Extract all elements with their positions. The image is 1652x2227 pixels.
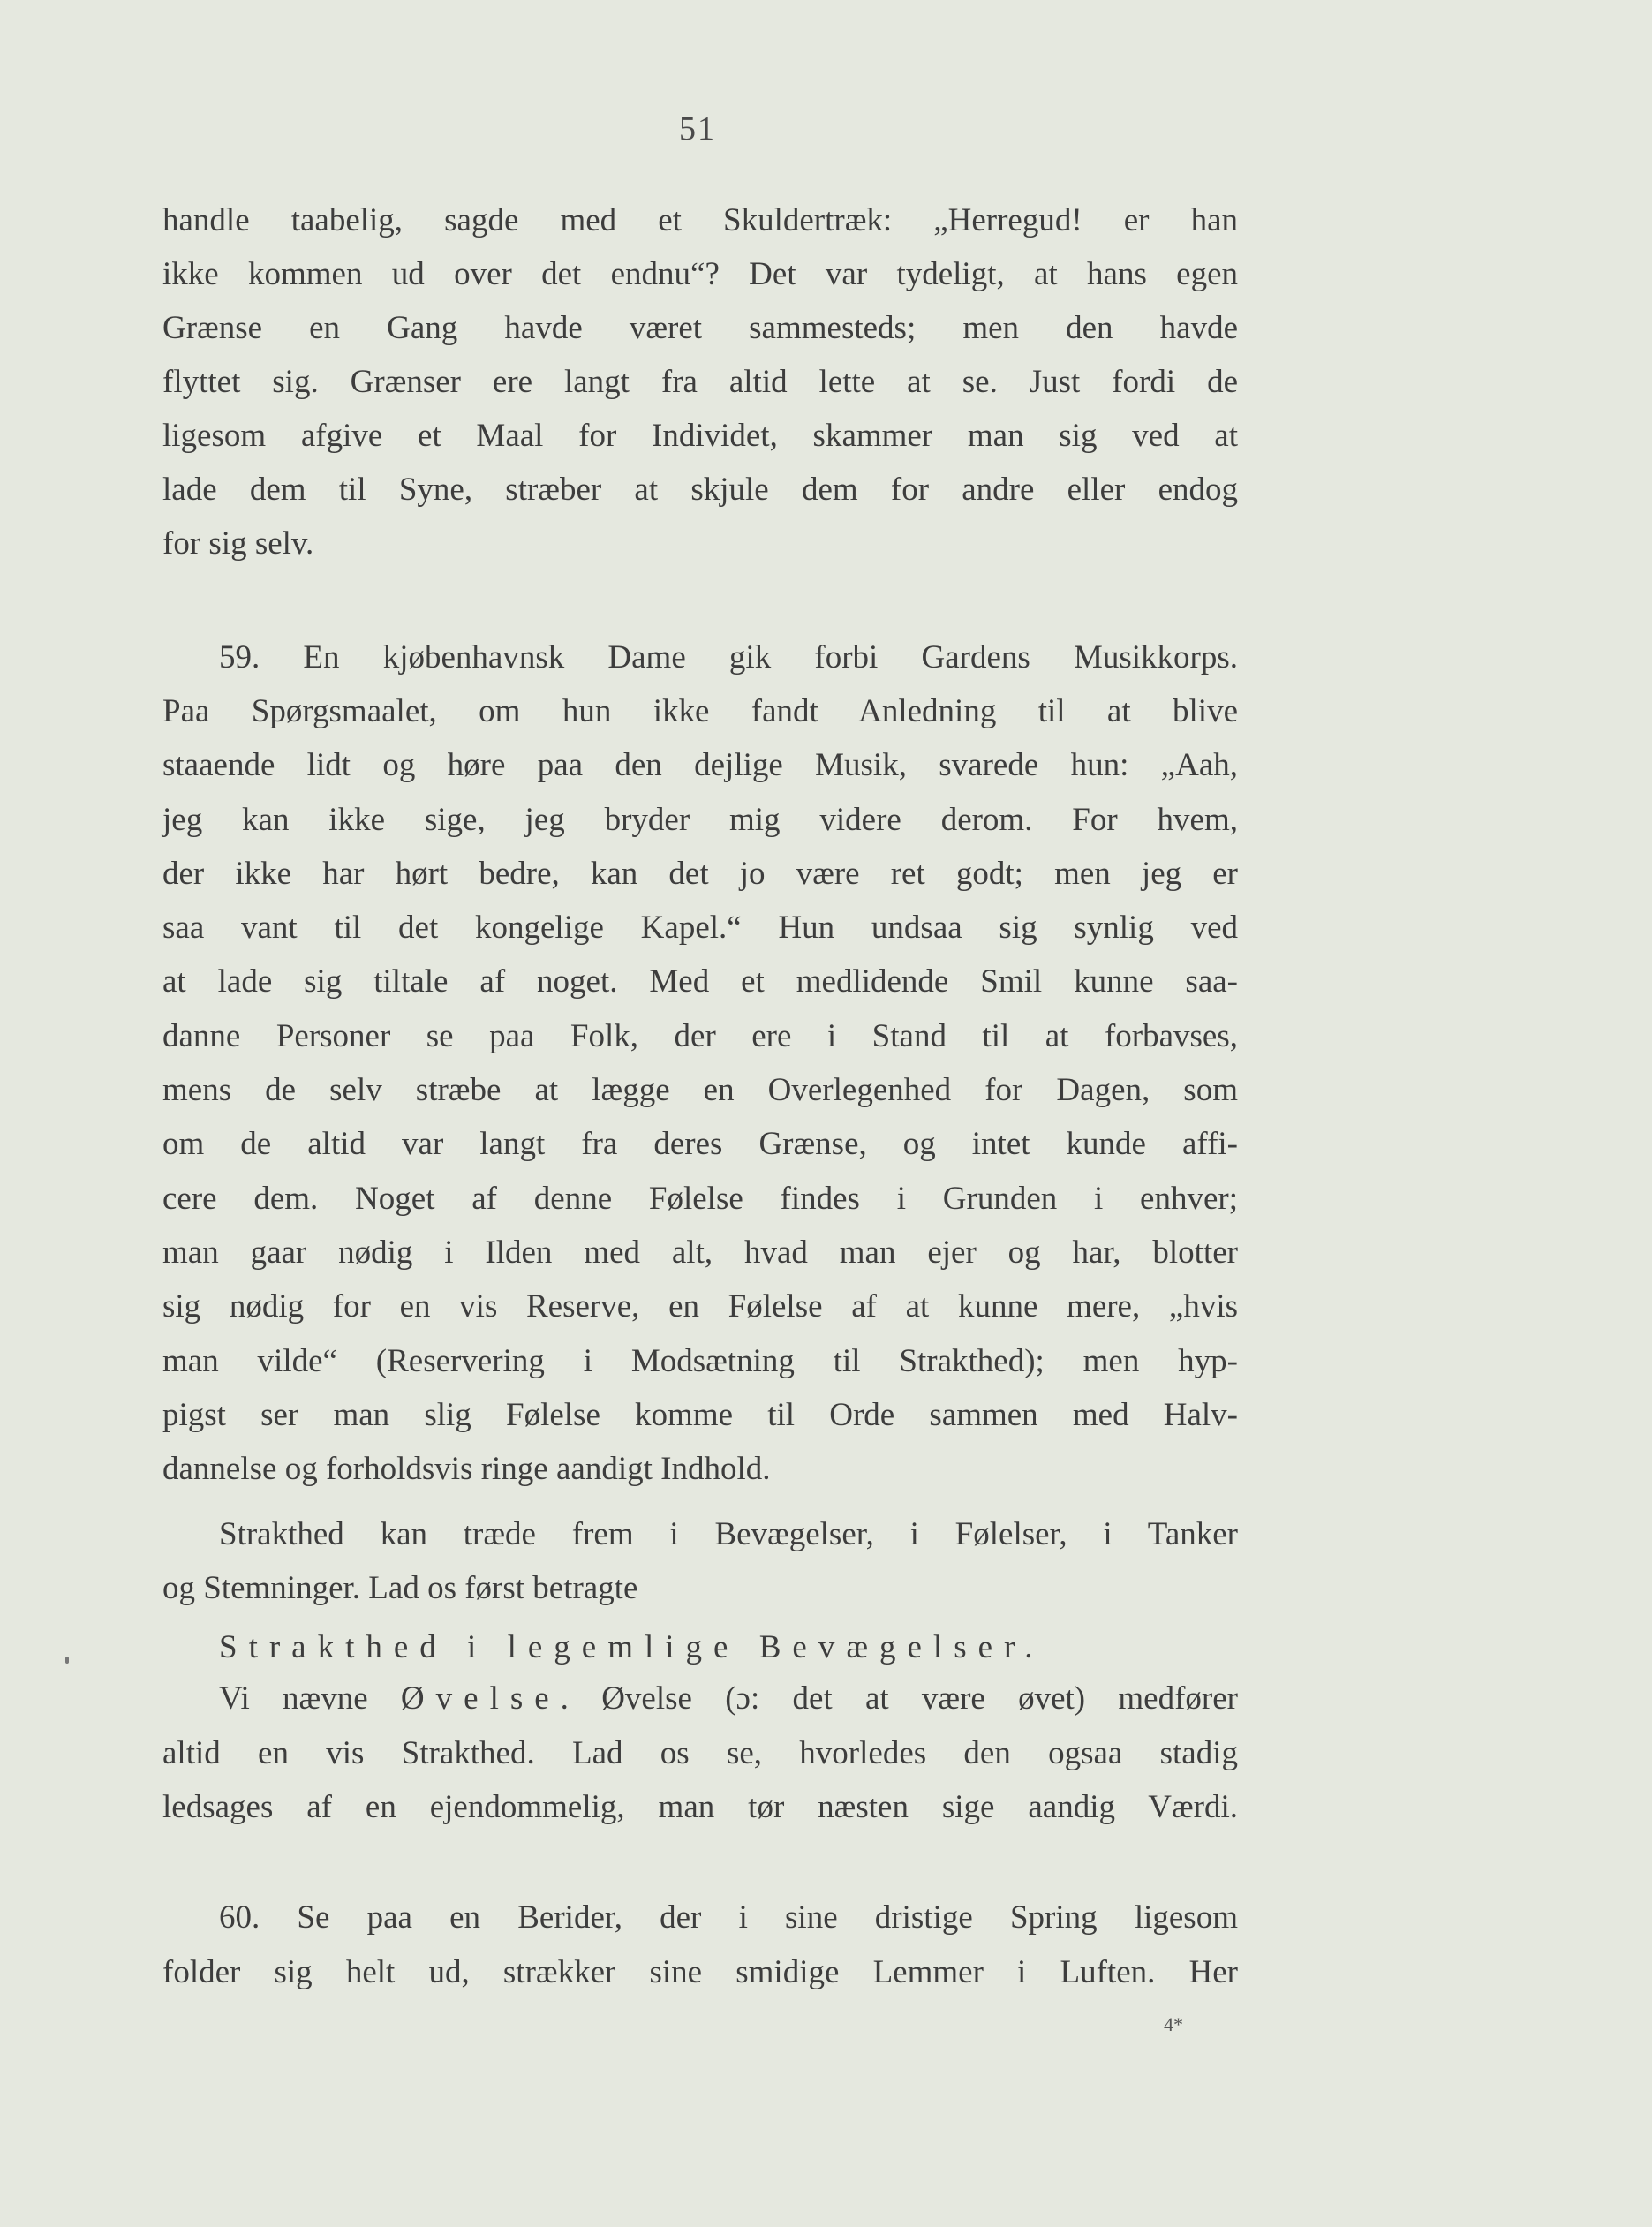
text-line: der ikke har hørt bedre, kan det jo være ret godt; men jeg er — [162, 856, 1238, 892]
text-line: lade dem til Syne, stræber at skjule dem for andre eller endog — [162, 472, 1238, 508]
text-line: sig nødig for en vis Reserve, en Følelse af at kunne mere, „hvis — [162, 1288, 1238, 1325]
text-line: man gaar nødig i Ilden med alt, hvad man ejer og har, blotter — [162, 1234, 1238, 1271]
paragraph-59-start: 59. En kjøbenhavnsk Dame gik forbi Gardens Musikkorps. — [219, 639, 1238, 676]
page-number: 51 — [679, 110, 716, 147]
text-line: mens de selv stræbe at lægge en Overlegenhed for Dagen, som — [162, 1072, 1238, 1108]
print-speck — [65, 1657, 69, 1664]
text-line: at lade sig tiltale af noget. Med et medlidende Smil kunne saa- — [162, 963, 1238, 1000]
text-line: man vilde“ (Reservering i Modsætning til Strakthed); men hyp- — [162, 1343, 1238, 1379]
text-line: for sig selv. — [162, 525, 314, 562]
text-line: danne Personer se paa Folk, der ere i Stand til at forbavses, — [162, 1018, 1238, 1054]
text-line: cere dem. Noget af denne Følelse findes i Grunden i enhver; — [162, 1181, 1238, 1217]
text-line: Grænse en Gang havde været sammesteds; men den havde — [162, 310, 1238, 346]
text-line: Strakthed kan træde frem i Bevægelser, i Følelser, i Tanker — [219, 1516, 1238, 1552]
text-line: handle taabelig, sagde med et Skuldertræk: „Herregud! er han — [162, 202, 1238, 238]
text-line: altid en vis Strakthed. Lad os se, hvorledes den ogsaa stadig — [162, 1735, 1238, 1771]
emphasized-word: Øvelse — [400, 1680, 561, 1717]
text-line: Paa Spørgsmaalet, om hun ikke fandt Anledning til at blive — [162, 693, 1238, 729]
text-line: pigst ser man slig Følelse komme til Orde sammen med Halv- — [162, 1397, 1238, 1433]
text-line: om de altid var langt fra deres Grænse, og intet kunde affi- — [162, 1126, 1238, 1162]
signature-mark: 4* — [1164, 2013, 1183, 2035]
text-line: og Stemninger. Lad os først betragte — [162, 1570, 638, 1606]
text-fragment: . Øvelse (ɔ: det at være øvet) medfører — [560, 1680, 1238, 1717]
section-heading: Strakthed i legemlige Bevægelser. — [219, 1629, 1045, 1665]
paragraph-60-start: 60. Se paa en Berider, der i sine dristige Spring ligesom — [219, 1899, 1238, 1936]
text-line: dannelse og forholdsvis ringe aandigt Indhold. — [162, 1451, 771, 1487]
text-fragment: Vi nævne — [219, 1680, 401, 1717]
text-line: ligesom afgive et Maal for Individet, skammer man sig ved at — [162, 418, 1238, 454]
text-line: ikke kommen ud over det endnu“? Det var tydeligt, at hans egen — [162, 256, 1238, 292]
text-line: jeg kan ikke sige, jeg bryder mig videre derom. For hvem, — [162, 802, 1238, 838]
text-line: staaende lidt og høre paa den dejlige Musik, svarede hun: „Aah, — [162, 747, 1238, 783]
text-line: ledsages af en ejendommelig, man tør næsten sige aandig Værdi. — [162, 1789, 1238, 1825]
text-line: folder sig helt ud, strækker sine smidige Lemmer i Luften. Her — [162, 1954, 1238, 1990]
text-line: flyttet sig. Grænser ere langt fra altid lette at se. Just fordi de — [162, 364, 1238, 400]
text-line: saa vant til det kongelige Kapel.“ Hun undsaa sig synlig ved — [162, 910, 1238, 946]
text-line — [219, 1676, 1238, 1722]
